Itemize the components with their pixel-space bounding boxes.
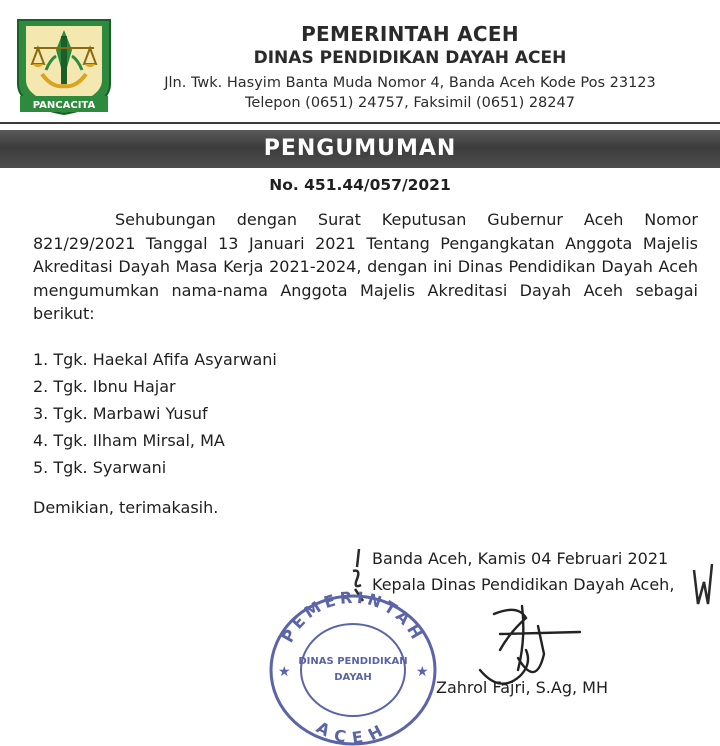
letterhead-address: Jln. Twk. Hasyim Banta Muda Nomor 4, Banda Aceh Kode Pos 23123 <box>164 75 656 91</box>
letterhead-government: PEMERINTAH ACEH <box>301 22 519 46</box>
svg-text:ACEH <box>313 718 392 746</box>
closing-line: Demikian, terimakasih. <box>33 498 219 517</box>
aceh-emblem-logo <box>12 14 116 118</box>
logo-label: PANCACITA <box>32 100 96 111</box>
announcement-body: Sehubungan dengan Surat Keputusan Gubernur Aceh Nomor 821/29/2021 Tanggal 13 Januari 2021 Tentang Pengangkatan Anggota Majelis Akreditasi Dayah Masa Kerja 2021-2024, dengan ini Dinas Pendidikan Dayah Aceh mengumumkan nama-nama Anggota Majelis Akreditasi Dayah Aceh sebagai berikut: <box>33 210 698 323</box>
stamp-outer-top: PEMERINTAH <box>277 587 429 646</box>
list-item: 5. Tgk. Syarwani <box>33 458 167 477</box>
stamp-outer-bottom: ACEH <box>313 717 393 746</box>
signer-name: Zahrol Fajri, S.Ag, MH <box>436 678 608 697</box>
letterhead-contact: Telepon (0651) 24757, Faksimil (0651) 28247 <box>245 95 575 111</box>
list-item: 1. Tgk. Haekal Afifa Asyarwani <box>33 350 277 369</box>
svg-text:★: ★ <box>278 664 291 680</box>
stamp-inner-line1: DINAS PENDIDIKAN <box>298 656 408 667</box>
signer-position: Kepala Dinas Pendidikan Dayah Aceh, <box>372 575 675 594</box>
member-list <box>33 346 277 481</box>
letterhead-agency: DINAS PENDIDIKAN DAYAH ACEH <box>253 48 567 68</box>
list-item: 4. Tgk. Ilham Mirsal, MA <box>33 431 225 450</box>
list-item: 3. Tgk. Marbawi Yusuf <box>33 404 208 423</box>
list-item: 2. Tgk. Ibnu Hajar <box>33 377 176 396</box>
svg-text:PEMERINTAH <box>278 588 428 646</box>
initial-mark-right <box>690 560 718 610</box>
svg-text:★: ★ <box>416 664 429 680</box>
letterhead-divider <box>0 122 720 124</box>
place-date: Banda Aceh, Kamis 04 Februari 2021 <box>372 549 669 568</box>
stamp-inner-line2: DAYAH <box>334 672 372 683</box>
official-stamp <box>262 578 444 746</box>
document-title: PENGUMUMAN <box>263 136 457 161</box>
document-number: No. 451.44/057/2021 <box>269 176 451 194</box>
